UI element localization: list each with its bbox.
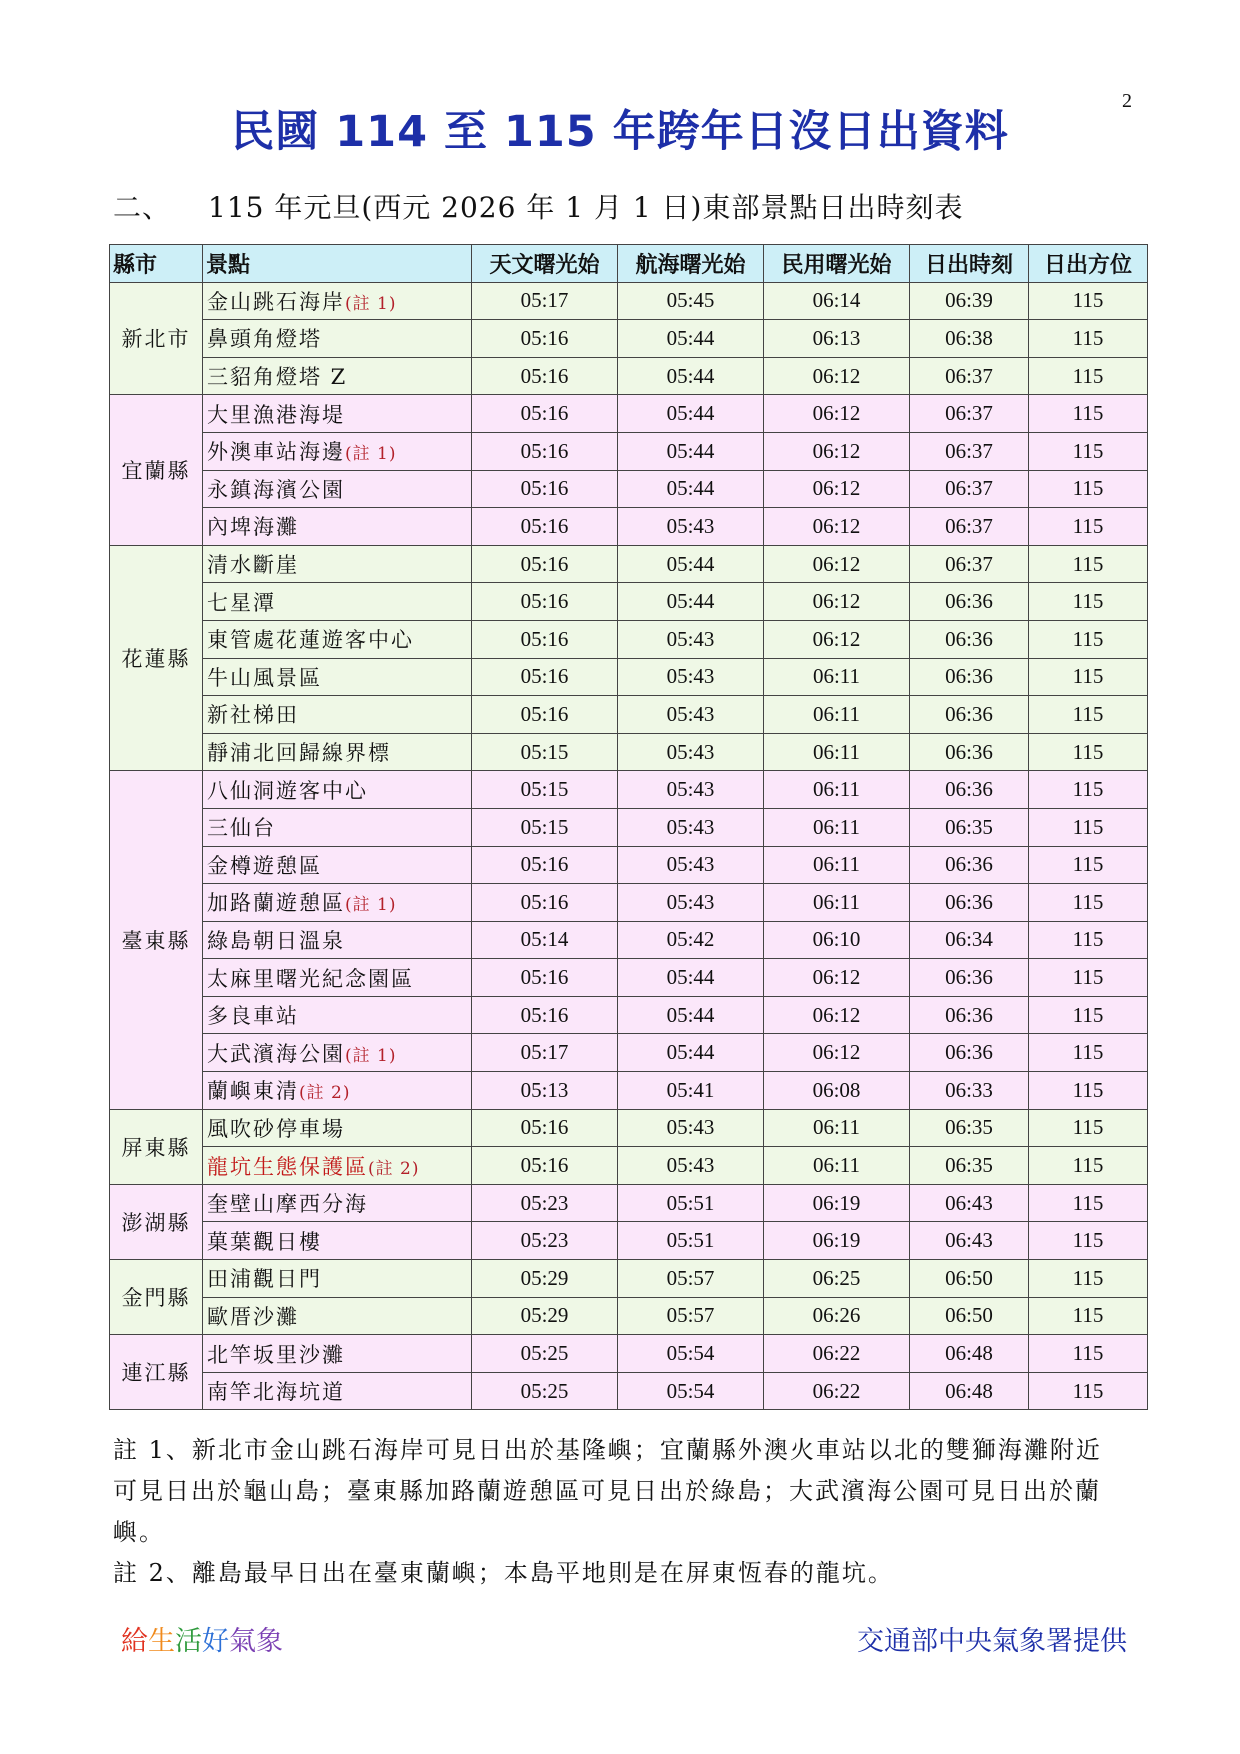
nautical-twilight-cell: 05:44 — [618, 470, 764, 508]
slogan-char: 給 — [121, 1626, 148, 1657]
county-cell: 宜蘭縣 — [110, 395, 203, 545]
nautical-twilight-cell: 05:42 — [618, 921, 764, 959]
table-row — [110, 545, 1148, 583]
sunrise-time-cell: 06:34 — [910, 921, 1029, 959]
civil-twilight-cell: 06:12 — [764, 996, 910, 1034]
spot-name: 八仙洞遊客中心 — [207, 778, 368, 803]
sunrise-time-cell: 06:48 — [910, 1372, 1029, 1410]
spot-name: 清水斷崖 — [207, 553, 299, 578]
sunrise-time-cell: 06:38 — [910, 320, 1029, 358]
spot-name: 奎壁山摩西分海 — [207, 1192, 368, 1217]
header-county: 縣市 — [110, 245, 203, 283]
spot-cell — [203, 357, 472, 395]
footnote-ref: (註 1) — [345, 293, 397, 314]
spot-cell — [203, 733, 472, 771]
nautical-twilight-cell: 05:43 — [618, 771, 764, 809]
table-row — [110, 1372, 1148, 1410]
astronomical-twilight-cell: 05:16 — [472, 1147, 618, 1185]
sunrise-azimuth-cell: 115 — [1029, 1109, 1148, 1147]
table-row — [110, 696, 1148, 734]
spot-cell — [203, 1372, 472, 1410]
civil-twilight-cell: 06:19 — [764, 1222, 910, 1260]
spot-name: 內埤海灘 — [207, 515, 299, 540]
astronomical-twilight-cell: 05:17 — [472, 282, 618, 320]
civil-twilight-cell: 06:12 — [764, 620, 910, 658]
sunrise-azimuth-cell: 115 — [1029, 733, 1148, 771]
civil-twilight-cell: 06:14 — [764, 282, 910, 320]
spot-cell — [203, 771, 472, 809]
table-row — [110, 996, 1148, 1034]
astronomical-twilight-cell: 05:16 — [472, 1109, 618, 1147]
page-number: 2 — [1122, 90, 1132, 112]
header-nautical-twilight: 航海曙光始 — [618, 245, 764, 283]
sunrise-azimuth-cell: 115 — [1029, 1147, 1148, 1185]
astronomical-twilight-cell: 05:16 — [472, 470, 618, 508]
nautical-twilight-cell: 05:44 — [618, 996, 764, 1034]
nautical-twilight-cell: 05:43 — [618, 884, 764, 922]
nautical-twilight-cell: 05:43 — [618, 1109, 764, 1147]
page-title: 民國 114 至 115 年跨年日沒日出資料 — [231, 107, 1009, 157]
civil-twilight-cell: 06:10 — [764, 921, 910, 959]
nautical-twilight-cell: 05:54 — [618, 1372, 764, 1410]
table-body — [110, 282, 1148, 1410]
civil-twilight-cell: 06:11 — [764, 1147, 910, 1185]
sunrise-time-cell: 06:36 — [910, 658, 1029, 696]
section-heading: 115 年元旦(西元 2026 年 1 月 1 日)東部景點日出時刻表 — [208, 191, 964, 224]
astronomical-twilight-cell: 05:25 — [472, 1372, 618, 1410]
sunrise-time-cell: 06:35 — [910, 808, 1029, 846]
slogan-char: 氣 — [229, 1626, 256, 1657]
nautical-twilight-cell: 05:51 — [618, 1184, 764, 1222]
sunrise-azimuth-cell: 115 — [1029, 696, 1148, 734]
header-astronomical-twilight: 天文曙光始 — [472, 245, 618, 283]
table-row — [110, 921, 1148, 959]
spot-name: 加路蘭遊憩區 — [207, 891, 345, 916]
county-cell: 屏東縣 — [110, 1109, 203, 1184]
spot-cell — [203, 620, 472, 658]
nautical-twilight-cell: 05:43 — [618, 733, 764, 771]
county-cell: 新北市 — [110, 282, 203, 395]
spot-cell — [203, 921, 472, 959]
sunrise-time-cell: 06:43 — [910, 1184, 1029, 1222]
astronomical-twilight-cell: 05:16 — [472, 395, 618, 433]
sunrise-azimuth-cell: 115 — [1029, 545, 1148, 583]
civil-twilight-cell: 06:19 — [764, 1184, 910, 1222]
spot-cell — [203, 432, 472, 470]
table-row — [110, 658, 1148, 696]
table-header-row — [110, 245, 1148, 283]
sunrise-azimuth-cell: 115 — [1029, 1260, 1148, 1298]
sunrise-time-cell: 06:37 — [910, 432, 1029, 470]
spot-cell — [203, 508, 472, 546]
footnote-ref: (註 1) — [345, 895, 397, 916]
spot-cell — [203, 470, 472, 508]
sunrise-azimuth-cell: 115 — [1029, 395, 1148, 433]
astronomical-twilight-cell: 05:29 — [472, 1260, 618, 1298]
spot-name: 田浦觀日門 — [207, 1267, 322, 1292]
sunrise-azimuth-cell: 115 — [1029, 1072, 1148, 1110]
slogan-char: 象 — [256, 1626, 283, 1657]
nautical-twilight-cell: 05:41 — [618, 1072, 764, 1110]
sunrise-azimuth-cell: 115 — [1029, 320, 1148, 358]
table-row — [110, 1109, 1148, 1147]
astronomical-twilight-cell: 05:29 — [472, 1297, 618, 1335]
astronomical-twilight-cell: 05:16 — [472, 884, 618, 922]
civil-twilight-cell: 06:22 — [764, 1372, 910, 1410]
spot-cell — [203, 1260, 472, 1298]
table-row — [110, 1297, 1148, 1335]
county-cell: 花蓮縣 — [110, 545, 203, 771]
footnote-ref: (註 2) — [368, 1158, 420, 1179]
nautical-twilight-cell: 05:57 — [618, 1297, 764, 1335]
note-1: 註 1、新北市金山跳石海岸可見日出於基隆嶼；宜蘭縣外澳火車站以北的雙獅海灘附近可見日出於龜山島；臺東縣加路蘭遊憩區可見日出於綠島；大武濱海公園可見日出於蘭嶼。 — [113, 1436, 1102, 1546]
sunrise-time-cell: 06:37 — [910, 470, 1029, 508]
sunrise-time-cell: 06:36 — [910, 733, 1029, 771]
table-row — [110, 320, 1148, 358]
sunrise-time-cell: 06:37 — [910, 508, 1029, 546]
table-row — [110, 1260, 1148, 1298]
table-row — [110, 771, 1148, 809]
table-row — [110, 1147, 1148, 1185]
sunrise-azimuth-cell: 115 — [1029, 921, 1148, 959]
astronomical-twilight-cell: 05:16 — [472, 658, 618, 696]
civil-twilight-cell: 06:08 — [764, 1072, 910, 1110]
spot-name: 北竿坂里沙灘 — [207, 1342, 345, 1367]
spot-cell — [203, 884, 472, 922]
sunrise-time-cell: 06:36 — [910, 959, 1029, 997]
spot-name: 大武濱海公園 — [207, 1041, 345, 1066]
astronomical-twilight-cell: 05:15 — [472, 808, 618, 846]
astronomical-twilight-cell: 05:16 — [472, 320, 618, 358]
nautical-twilight-cell: 05:44 — [618, 545, 764, 583]
spot-cell — [203, 282, 472, 320]
sunrise-azimuth-cell: 115 — [1029, 432, 1148, 470]
civil-twilight-cell: 06:12 — [764, 470, 910, 508]
sunrise-time-cell: 06:50 — [910, 1297, 1029, 1335]
spot-name: 靜浦北回歸線界標 — [207, 741, 391, 766]
nautical-twilight-cell: 05:43 — [618, 508, 764, 546]
astronomical-twilight-cell: 05:16 — [472, 545, 618, 583]
slogan-char: 活 — [175, 1626, 202, 1657]
notes — [113, 1430, 1123, 1594]
header-spot: 景點 — [203, 245, 472, 283]
nautical-twilight-cell: 05:43 — [618, 1147, 764, 1185]
astronomical-twilight-cell: 05:23 — [472, 1184, 618, 1222]
table-row — [110, 395, 1148, 433]
table-row — [110, 808, 1148, 846]
table-row — [110, 1335, 1148, 1373]
civil-twilight-cell: 06:11 — [764, 696, 910, 734]
spot-name: 綠島朝日溫泉 — [207, 928, 345, 953]
sunrise-azimuth-cell: 115 — [1029, 1184, 1148, 1222]
slogan — [121, 1619, 283, 1658]
spot-cell — [203, 658, 472, 696]
nautical-twilight-cell: 05:43 — [618, 658, 764, 696]
sunrise-time-cell: 06:37 — [910, 357, 1029, 395]
sunrise-table — [109, 244, 1148, 1410]
spot-cell — [203, 395, 472, 433]
civil-twilight-cell: 06:12 — [764, 357, 910, 395]
sunrise-azimuth-cell: 115 — [1029, 959, 1148, 997]
table-row — [110, 357, 1148, 395]
astronomical-twilight-cell: 05:16 — [472, 583, 618, 621]
spot-name: 東管處花蓮遊客中心 — [207, 628, 414, 653]
spot-name: 蘭嶼東清 — [207, 1079, 299, 1104]
spot-name: 龍坑生態保護區 — [207, 1154, 368, 1179]
civil-twilight-cell: 06:12 — [764, 508, 910, 546]
sunrise-azimuth-cell: 115 — [1029, 808, 1148, 846]
sunrise-time-cell: 06:50 — [910, 1260, 1029, 1298]
nautical-twilight-cell: 05:45 — [618, 282, 764, 320]
sunrise-azimuth-cell: 115 — [1029, 1297, 1148, 1335]
sunrise-time-cell: 06:36 — [910, 620, 1029, 658]
sunrise-azimuth-cell: 115 — [1029, 658, 1148, 696]
civil-twilight-cell: 06:11 — [764, 733, 910, 771]
astronomical-twilight-cell: 05:17 — [472, 1034, 618, 1072]
sunrise-time-cell: 06:37 — [910, 395, 1029, 433]
astronomical-twilight-cell: 05:14 — [472, 921, 618, 959]
table-row — [110, 1222, 1148, 1260]
sunrise-azimuth-cell: 115 — [1029, 620, 1148, 658]
spot-name: 三貂角燈塔 Z — [207, 365, 348, 390]
astronomical-twilight-cell: 05:23 — [472, 1222, 618, 1260]
civil-twilight-cell: 06:11 — [764, 846, 910, 884]
header-sunrise-azimuth: 日出方位 — [1029, 245, 1148, 283]
nautical-twilight-cell: 05:44 — [618, 1034, 764, 1072]
nautical-twilight-cell: 05:44 — [618, 357, 764, 395]
civil-twilight-cell: 06:11 — [764, 658, 910, 696]
spot-cell — [203, 1335, 472, 1373]
table-row — [110, 733, 1148, 771]
astronomical-twilight-cell: 05:16 — [472, 508, 618, 546]
astronomical-twilight-cell: 05:13 — [472, 1072, 618, 1110]
sunrise-time-cell: 06:33 — [910, 1072, 1029, 1110]
astronomical-twilight-cell: 05:15 — [472, 771, 618, 809]
spot-name: 大里漁港海堤 — [207, 402, 345, 427]
sunrise-time-cell: 06:37 — [910, 545, 1029, 583]
spot-cell — [203, 320, 472, 358]
sunrise-azimuth-cell: 115 — [1029, 771, 1148, 809]
spot-cell — [203, 696, 472, 734]
county-cell: 金門縣 — [110, 1260, 203, 1335]
header-sunrise-time: 日出時刻 — [910, 245, 1029, 283]
table-row — [110, 508, 1148, 546]
sunrise-azimuth-cell: 115 — [1029, 1222, 1148, 1260]
spot-cell — [203, 1147, 472, 1185]
nautical-twilight-cell: 05:43 — [618, 696, 764, 734]
sunrise-azimuth-cell: 115 — [1029, 1034, 1148, 1072]
county-cell: 臺東縣 — [110, 771, 203, 1109]
footnote-ref: (註 2) — [299, 1083, 351, 1104]
sunrise-time-cell: 06:35 — [910, 1147, 1029, 1185]
spot-name: 多良車站 — [207, 1004, 299, 1029]
spot-name: 歐厝沙灘 — [207, 1304, 299, 1329]
footnote-ref: (註 1) — [345, 444, 397, 465]
sunrise-azimuth-cell: 115 — [1029, 846, 1148, 884]
credit-line: 交通部中央氣象署提供 — [857, 1626, 1127, 1657]
civil-twilight-cell: 06:11 — [764, 884, 910, 922]
spot-name: 菓葉觀日樓 — [207, 1229, 322, 1254]
spot-name: 金山跳石海岸 — [207, 289, 345, 314]
section-number: 二、 — [113, 191, 172, 224]
spot-cell — [203, 1034, 472, 1072]
table-row — [110, 1184, 1148, 1222]
nautical-twilight-cell: 05:54 — [618, 1335, 764, 1373]
astronomical-twilight-cell: 05:16 — [472, 432, 618, 470]
civil-twilight-cell: 06:11 — [764, 771, 910, 809]
sunrise-time-cell: 06:48 — [910, 1335, 1029, 1373]
civil-twilight-cell: 06:12 — [764, 395, 910, 433]
astronomical-twilight-cell: 05:16 — [472, 620, 618, 658]
sunrise-azimuth-cell: 115 — [1029, 884, 1148, 922]
table-row — [110, 959, 1148, 997]
spot-name: 南竿北海坑道 — [207, 1380, 345, 1405]
astronomical-twilight-cell: 05:16 — [472, 696, 618, 734]
sunrise-azimuth-cell: 115 — [1029, 1335, 1148, 1373]
nautical-twilight-cell: 05:44 — [618, 959, 764, 997]
astronomical-twilight-cell: 05:16 — [472, 996, 618, 1034]
astronomical-twilight-cell: 05:16 — [472, 959, 618, 997]
nautical-twilight-cell: 05:43 — [618, 620, 764, 658]
sunrise-azimuth-cell: 115 — [1029, 583, 1148, 621]
civil-twilight-cell: 06:12 — [764, 583, 910, 621]
slogan-char: 生 — [148, 1626, 175, 1657]
slogan-char: 好 — [202, 1626, 229, 1657]
civil-twilight-cell: 06:25 — [764, 1260, 910, 1298]
spot-name: 牛山風景區 — [207, 665, 322, 690]
sunrise-time-cell: 06:36 — [910, 583, 1029, 621]
spot-name: 永鎮海濱公園 — [207, 477, 345, 502]
nautical-twilight-cell: 05:43 — [618, 846, 764, 884]
sunrise-azimuth-cell: 115 — [1029, 470, 1148, 508]
civil-twilight-cell: 06:12 — [764, 1034, 910, 1072]
nautical-twilight-cell: 05:57 — [618, 1260, 764, 1298]
note-2: 註 2、離島最早日出在臺東蘭嶼；本島平地則是在屏東恆春的龍坑。 — [113, 1559, 894, 1587]
spot-cell — [203, 808, 472, 846]
sunrise-time-cell: 06:36 — [910, 771, 1029, 809]
civil-twilight-cell: 06:26 — [764, 1297, 910, 1335]
spot-name: 風吹砂停車場 — [207, 1116, 345, 1141]
sunrise-time-cell: 06:36 — [910, 884, 1029, 922]
civil-twilight-cell: 06:22 — [764, 1335, 910, 1373]
table-row — [110, 1034, 1148, 1072]
header-civil-twilight: 民用曙光始 — [764, 245, 910, 283]
table-row — [110, 470, 1148, 508]
nautical-twilight-cell: 05:44 — [618, 583, 764, 621]
spot-cell — [203, 545, 472, 583]
nautical-twilight-cell: 05:44 — [618, 432, 764, 470]
spot-cell — [203, 583, 472, 621]
spot-name: 鼻頭角燈塔 — [207, 327, 322, 352]
civil-twilight-cell: 06:12 — [764, 432, 910, 470]
sunrise-azimuth-cell: 115 — [1029, 1372, 1148, 1410]
county-cell: 連江縣 — [110, 1335, 203, 1410]
sunrise-azimuth-cell: 115 — [1029, 996, 1148, 1034]
sunrise-azimuth-cell: 115 — [1029, 282, 1148, 320]
astronomical-twilight-cell: 05:15 — [472, 733, 618, 771]
astronomical-twilight-cell: 05:16 — [472, 357, 618, 395]
spot-name: 三仙台 — [207, 816, 276, 841]
civil-twilight-cell: 06:12 — [764, 545, 910, 583]
nautical-twilight-cell: 05:51 — [618, 1222, 764, 1260]
sunrise-time-cell: 06:36 — [910, 696, 1029, 734]
sunrise-time-cell: 06:35 — [910, 1109, 1029, 1147]
spot-cell — [203, 1184, 472, 1222]
table-row — [110, 583, 1148, 621]
nautical-twilight-cell: 05:44 — [618, 320, 764, 358]
table-row — [110, 884, 1148, 922]
civil-twilight-cell: 06:11 — [764, 808, 910, 846]
table-row — [110, 432, 1148, 470]
table-row — [110, 620, 1148, 658]
civil-twilight-cell: 06:12 — [764, 959, 910, 997]
spot-name: 太麻里曙光紀念園區 — [207, 966, 414, 991]
table-row — [110, 1072, 1148, 1110]
sunrise-time-cell: 06:36 — [910, 996, 1029, 1034]
spot-name: 金樽遊憩區 — [207, 853, 322, 878]
spot-name: 外澳車站海邊 — [207, 440, 345, 465]
sunrise-azimuth-cell: 115 — [1029, 357, 1148, 395]
county-cell: 澎湖縣 — [110, 1184, 203, 1259]
table-row — [110, 282, 1148, 320]
civil-twilight-cell: 06:13 — [764, 320, 910, 358]
sunrise-time-cell: 06:43 — [910, 1222, 1029, 1260]
section-subtitle — [113, 186, 963, 226]
nautical-twilight-cell: 05:44 — [618, 395, 764, 433]
sunrise-time-cell: 06:36 — [910, 846, 1029, 884]
spot-cell — [203, 1072, 472, 1110]
astronomical-twilight-cell: 05:16 — [472, 846, 618, 884]
spot-cell — [203, 1297, 472, 1335]
spot-cell — [203, 846, 472, 884]
sunrise-time-cell: 06:36 — [910, 1034, 1029, 1072]
spot-name: 七星潭 — [207, 590, 276, 615]
spot-cell — [203, 1109, 472, 1147]
table-row — [110, 846, 1148, 884]
civil-twilight-cell: 06:11 — [764, 1109, 910, 1147]
spot-name: 新社梯田 — [207, 703, 299, 728]
spot-cell — [203, 959, 472, 997]
sunrise-azimuth-cell: 115 — [1029, 508, 1148, 546]
footnote-ref: (註 1) — [345, 1045, 397, 1066]
nautical-twilight-cell: 05:43 — [618, 808, 764, 846]
sunrise-time-cell: 06:39 — [910, 282, 1029, 320]
astronomical-twilight-cell: 05:25 — [472, 1335, 618, 1373]
spot-cell — [203, 996, 472, 1034]
spot-cell — [203, 1222, 472, 1260]
